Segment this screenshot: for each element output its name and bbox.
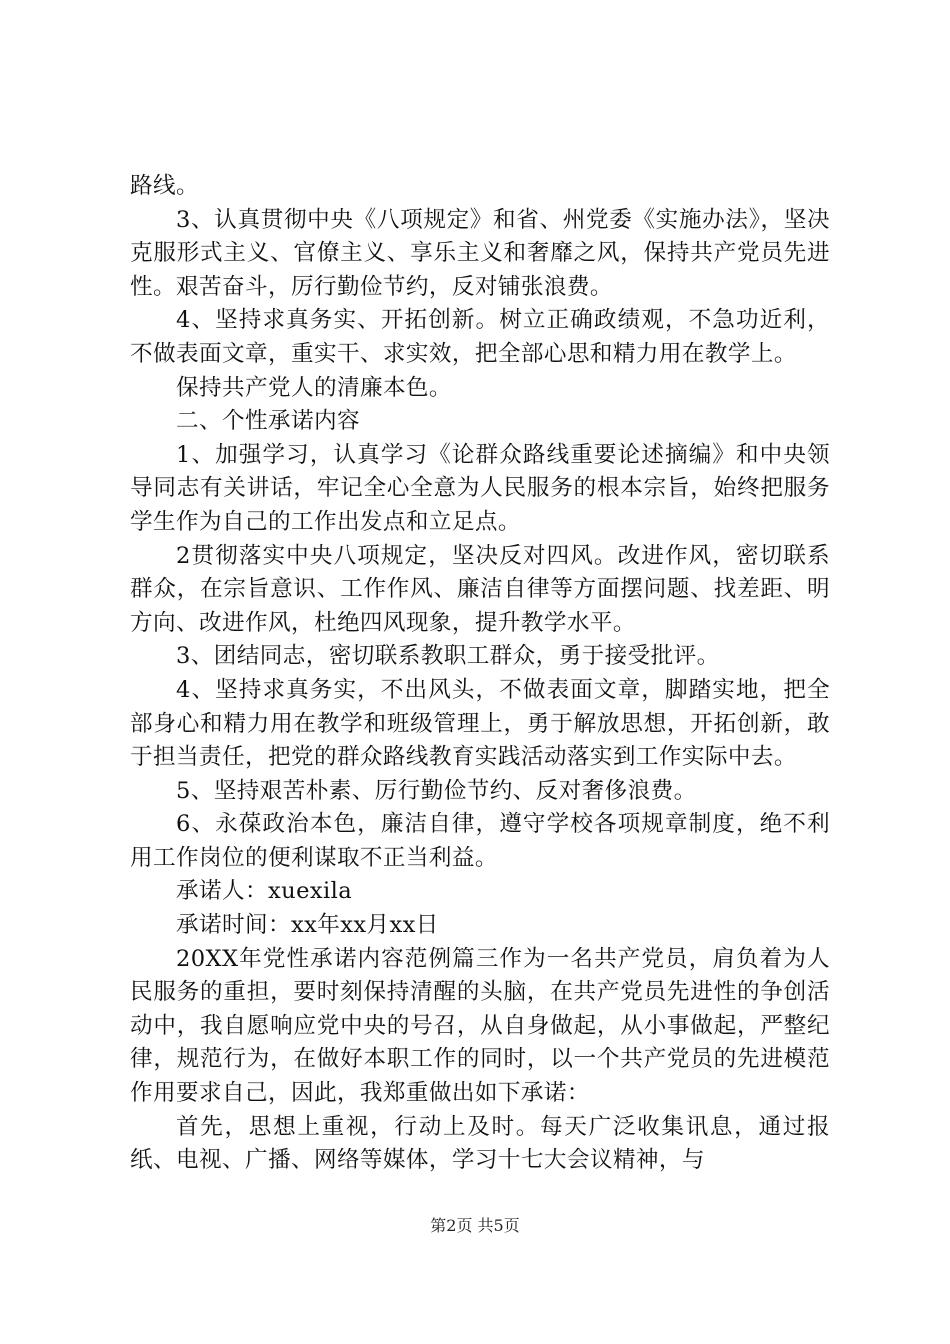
paragraph-2: 3、认真贯彻中央《八项规定》和省、州党委《实施办法》，坚决克服形式主义、官僚主义、享乐主义和奢靡之风，保持共产党员先进性。艰苦奋斗，厉行勤俭节约，反对铺张浪费。 xyxy=(130,206,830,300)
paragraph-6: 1、加强学习，认真学习《论群众路线重要论述摘编》和中央领导同志有关讲话，牢记全心全意为人民服务的根本宗旨，始终把服务学生作为自己的工作出发点和立足点。 xyxy=(130,441,830,535)
paragraph-1: 路线。 xyxy=(130,173,199,199)
document-body xyxy=(130,170,830,1178)
paragraph-11: 6、永葆政治本色，廉洁自律，遵守学校各项规章制度，绝不利用工作岗位的便利谋取不正当利益。 xyxy=(130,811,830,871)
paragraph-9: 4、坚持求真务实，不出风头，不做表面文章，脚踏实地，把全部身心和精力用在教学和班级管理上，勇于解放思想，开拓创新，敢于担当责任，把党的群众路线教育实践活动落实到工作实际中去。 xyxy=(130,676,830,771)
promise-date-line: 承诺时间：xx年xx月xx日 xyxy=(176,912,439,939)
paragraph-15: 首先，思想上重视，行动上及时。每天广泛收集讯息，通过报纸、电视、广播、网络等媒体，学习十七大会议精神，与 xyxy=(130,1113,830,1174)
paragraph-4: 保持共产党人的清廉本色。 xyxy=(176,374,452,401)
paragraph-7: 2贯彻落实中央八项规定，坚决反对四风。改进作风，密切联系群众，在宗旨意识、工作作风、廉洁自律等方面摆问题、找差距、明方向、改进作风，杜绝四风现象，提升教学水平。 xyxy=(130,542,830,636)
paragraph-10: 5、坚持艰苦朴素、厉行勤俭节约、反对奢侈浪费。 xyxy=(176,777,697,804)
paragraph-3: 4、坚持求真务实、开拓创新。树立正确政绩观，不急功近利，不做表面文章，重实干、求实效，把全部心思和精力用在教学上。 xyxy=(130,307,830,367)
promiser-line: 承诺人：xuexila xyxy=(176,878,353,905)
section-heading: 二、个性承诺内容 xyxy=(176,408,360,435)
page-number-footer: 第2页 共5页 xyxy=(430,1216,520,1235)
paragraph-8: 3、团结同志，密切联系教职工群众，勇于接受批评。 xyxy=(176,643,720,670)
paragraph-14: 20XX年党性承诺内容范例篇三作为一名共产党员，肩负着为人民服务的重担，要时刻保持清醒的头脑，在共产党员先进性的争创活动中，我自愿响应党中央的号召，从自身做起，从小事做起，严整纪律，规范行为，在做好本职工作的同时，以一个共产党员的先进模范作用要求自己，因此，我郑重做出如下承诺： xyxy=(130,945,830,1107)
